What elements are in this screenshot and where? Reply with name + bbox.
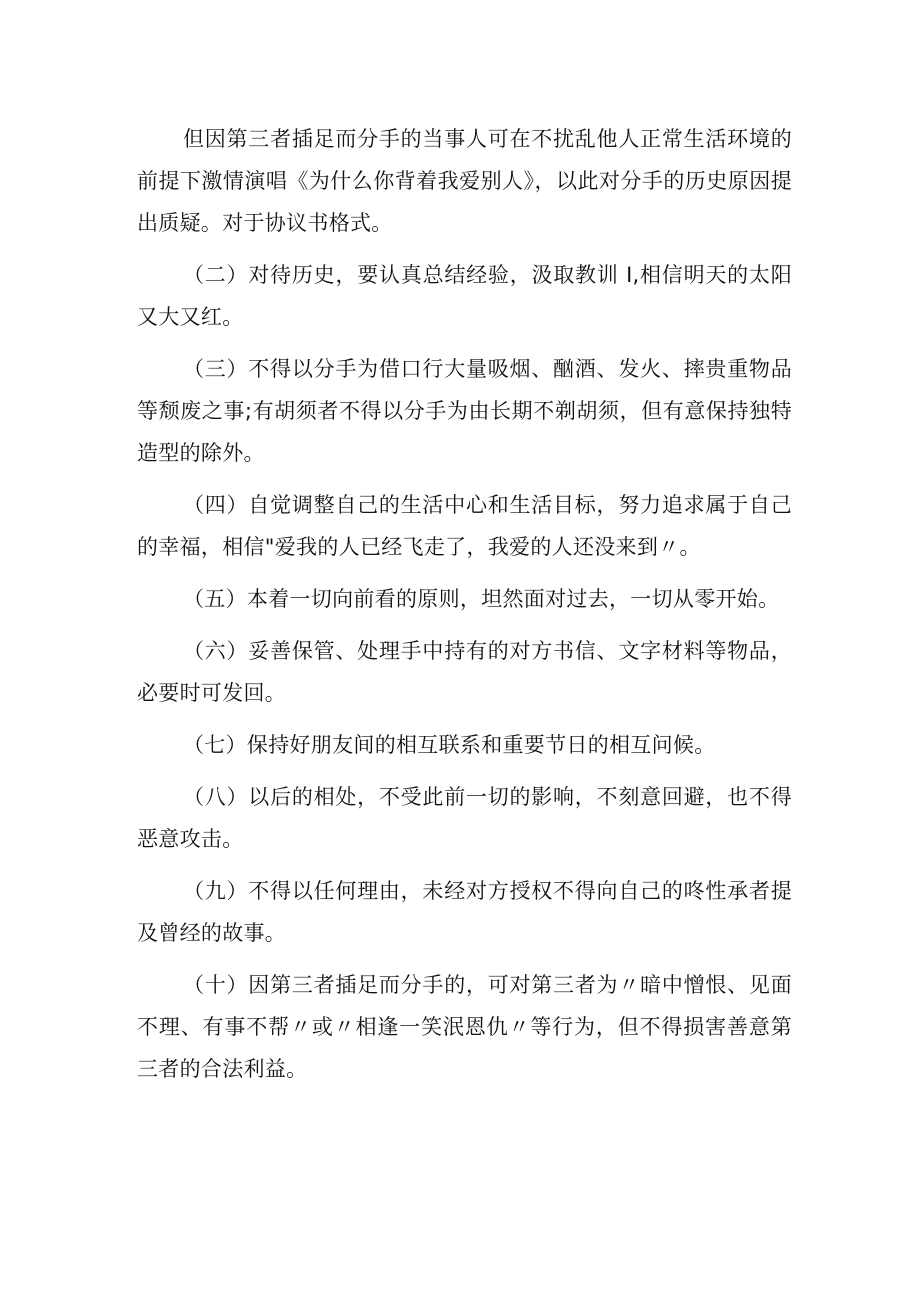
paragraph-item-3: （三）不得以分手为借口行大量吸烟、酗酒、发火、摔贵重物品等颓废之事;有胡须者不得以分手为由长期不剃胡须，但有意保持独特造型的除外。 <box>137 357 792 465</box>
paragraph-item-8: （八）以后的相处，不受此前一切的影响，不刻意回避，也不得恶意攻击。 <box>137 785 792 851</box>
paragraph-item-4: （四）自觉调整自己的生活中心和生活目标，努力追求属于自己的幸福，相信"爱我的人已经飞走了，我爱的人还没来到〃。 <box>137 493 792 559</box>
document-body <box>137 118 792 1100</box>
paragraph-item-7: （七）保持好朋友间的相互联系和重要节日的相互问候。 <box>183 733 716 757</box>
paragraph-intro: 但因第三者插足而分手的当事人可在不扰乱他人正常生活环境的前提下激情演唱《为什么你背着我爱别人》，以此对分手的历史原因提出质疑。对于协议书格式。 <box>137 127 792 235</box>
paragraph-item-5: （五）本着一切向前看的原则，坦然面对过去，一切从零开始。 <box>183 587 780 611</box>
paragraph-item-6: （六）妥善保管、处理手中持有的对方书信、文字材料等物品，必要时可发回。 <box>137 639 792 705</box>
paragraph-item-9: （九）不得以任何理由，未经对方授权不得向自己的咚性承者提及曾经的故事。 <box>137 879 792 945</box>
paragraph-item-2: （二）对待历史，要认真总结经验，汲取教训 I,相信明天的太阳又大又红。 <box>137 263 792 329</box>
paragraph-item-10: （十）因第三者插足而分手的，可对第三者为〃暗中憎恨、见面不理、有事不帮〃或〃相逢一笑泯恩仇〃等行为，但不得损害善意第三者的合法利益。 <box>137 973 792 1081</box>
